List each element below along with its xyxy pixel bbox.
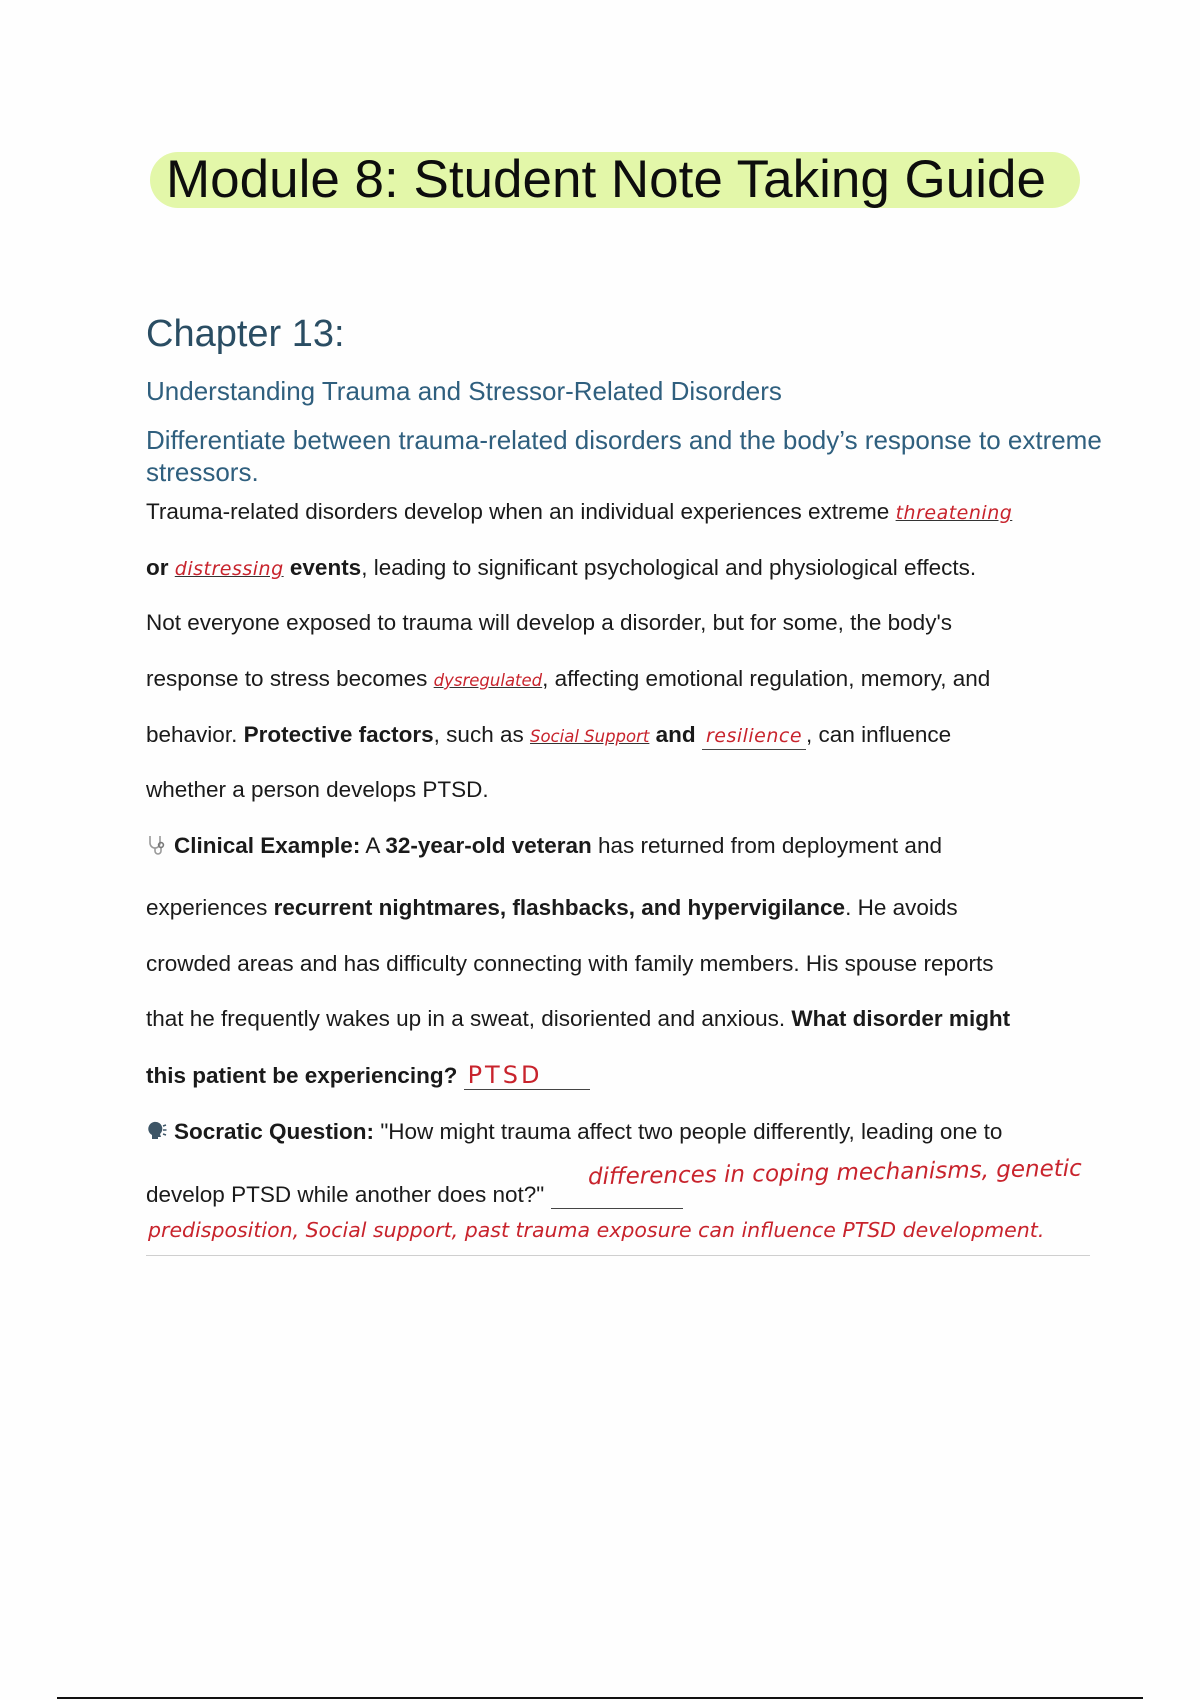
socratic-answer-line-1: differences in coping mechanisms, genetic <box>587 1155 1083 1191</box>
answer-social-support: Social Support <box>529 727 650 746</box>
page-bottom-rule <box>57 1697 1143 1699</box>
clinical-line-1 <box>146 831 942 861</box>
answer-resilience: resilience <box>705 725 803 747</box>
answer-dysregulated: dysregulated <box>433 671 543 690</box>
speaking-head-icon <box>146 1120 168 1142</box>
socratic-text: "How might trauma affect two people differently, leading one to <box>380 1119 1003 1144</box>
clinical-text: crowded areas and has difficulty connecting with family members. His spouse reports <box>146 951 994 976</box>
clinical-label: Clinical Example: <box>174 833 361 858</box>
learning-objective: Differentiate between trauma-related disorders and the body’s response to extreme stressors. <box>146 425 1102 487</box>
paragraph-line-5 <box>146 720 951 752</box>
clinical-bold: 32-year-old veteran <box>385 833 592 858</box>
page-title: Module 8: Student Note Taking Guide <box>166 150 1046 209</box>
clinical-text: experiences <box>146 895 268 920</box>
paragraph-text: , affecting emotional regulation, memory, and <box>542 666 991 691</box>
clinical-text: A <box>365 833 380 858</box>
answer-ptsd-blank <box>464 1062 590 1090</box>
paragraph-text: behavior. <box>146 722 238 747</box>
and-text: and <box>655 722 696 747</box>
answer-ptsd: PTSD <box>467 1061 543 1089</box>
clinical-line-2 <box>146 893 958 923</box>
section-divider <box>146 1255 1090 1256</box>
clinical-line-3 <box>146 949 993 979</box>
answer-threatening: threatening <box>895 502 1013 524</box>
paragraph-line-1 <box>146 497 1012 528</box>
paragraph-text: , leading to significant psychological and physiological effects. <box>361 555 977 580</box>
events-text: events <box>289 555 362 580</box>
clinical-line-5 <box>146 1061 590 1091</box>
socratic-answer-line-2: predisposition, Social support, past trauma exposure can influence PTSD development. <box>148 1218 1045 1242</box>
socratic-label: Socratic Question: <box>174 1119 375 1144</box>
clinical-text: has returned from deployment and <box>598 833 942 858</box>
clinical-text: that he frequently wakes up in a sweat, disoriented and anxious. <box>146 1006 786 1031</box>
clinical-question: this patient be experiencing? <box>146 1063 458 1088</box>
paragraph-text: Trauma-related disorders develop when an individual experiences extreme <box>146 499 890 524</box>
clinical-bold: recurrent nightmares, flashbacks, and hypervigilance <box>273 895 846 920</box>
paragraph-text: whether a person develops PTSD. <box>146 777 489 802</box>
paragraph-text: response to stress becomes <box>146 666 428 691</box>
paragraph-text: Not everyone exposed to trauma will develop a disorder, but for some, the body's <box>146 610 952 635</box>
chapter-subtitle: Understanding Trauma and Stressor-Related Disorders <box>146 376 782 406</box>
socratic-line-1 <box>146 1117 1002 1147</box>
socratic-text: develop PTSD while another does not?" <box>146 1182 545 1207</box>
protective-factors-text: Protective factors <box>243 722 434 747</box>
or-text: or <box>146 555 169 580</box>
paragraph-line-4 <box>146 664 990 696</box>
paragraph-text: , can influence <box>806 722 952 747</box>
paragraph-line-2 <box>146 553 976 584</box>
paragraph-line-6 <box>146 775 489 805</box>
clinical-line-4 <box>146 1004 1010 1034</box>
paragraph-text: , such as <box>433 722 524 747</box>
answer-distressing: distressing <box>174 558 284 580</box>
clinical-bold: What disorder might <box>791 1006 1011 1031</box>
stethoscope-icon <box>146 834 168 856</box>
clinical-text: . He avoids <box>845 895 958 920</box>
answer-resilience-blank <box>702 722 806 750</box>
chapter-heading: Chapter 13: <box>146 313 345 355</box>
paragraph-line-3 <box>146 608 952 638</box>
